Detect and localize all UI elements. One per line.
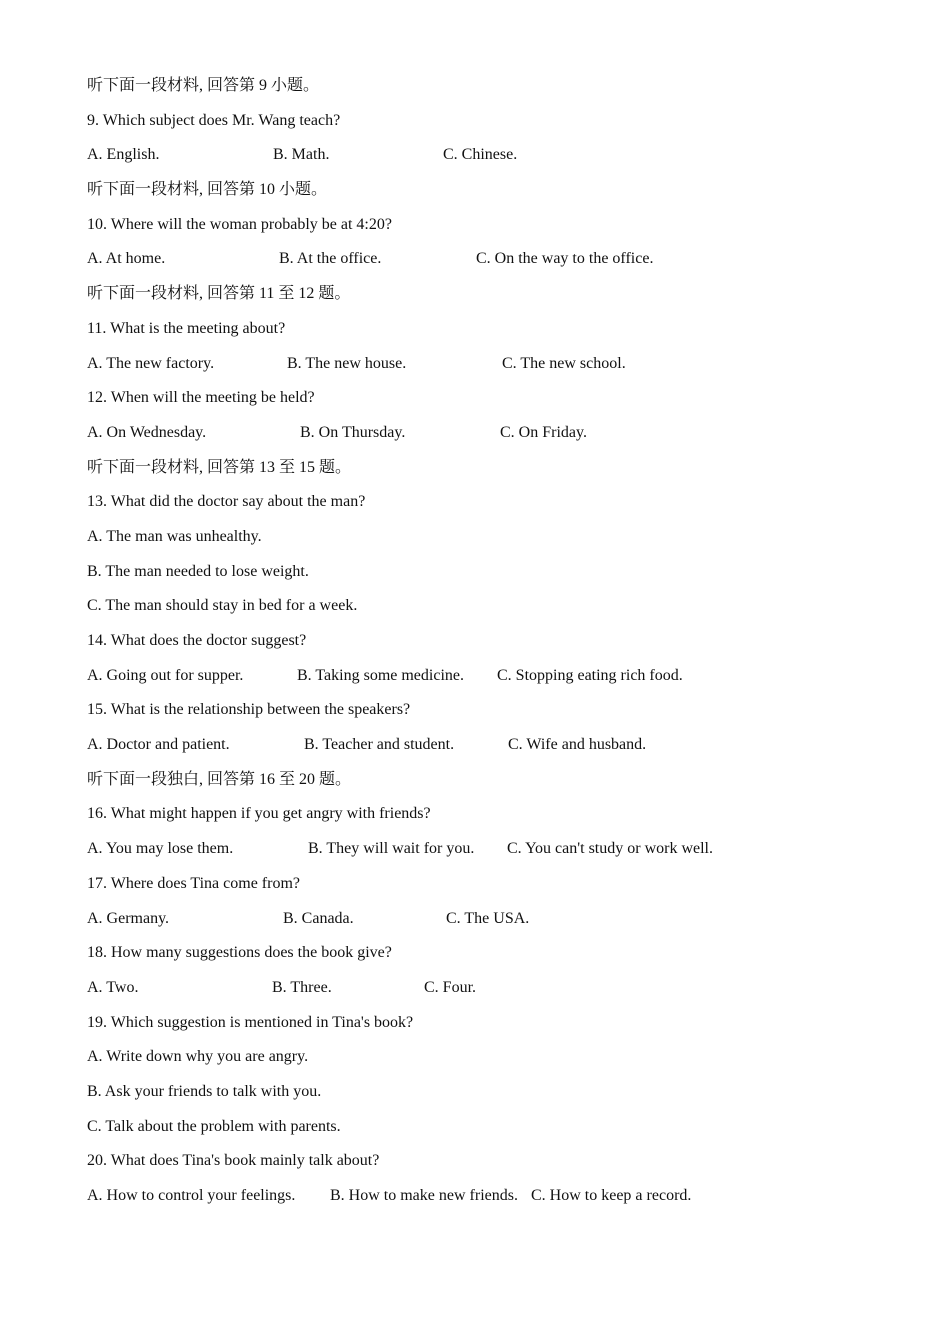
option-a: A. Germany. bbox=[87, 909, 170, 927]
option-a: A. How to control your feelings. bbox=[87, 1187, 296, 1204]
option-c: C. Chinese. bbox=[443, 146, 518, 164]
section-instruction: 听下面一段独白, 回答第 16 至 20 题。 bbox=[87, 770, 352, 788]
option-c: C. Stopping eating rich food. bbox=[497, 666, 683, 684]
option-a: A. Write down why you are angry. bbox=[87, 1048, 309, 1066]
option-b: B. Ask your friends to talk with you. bbox=[87, 1082, 322, 1100]
question-18: 18. How many suggestions does the book give? bbox=[87, 944, 392, 962]
option-b: B. They will wait for you. bbox=[308, 840, 475, 858]
question-16: 16. What might happen if you get angry with friends? bbox=[87, 805, 431, 823]
question-14: 14. What does the doctor suggest? bbox=[87, 632, 307, 649]
option-c: C. The USA. bbox=[446, 909, 530, 927]
option-c: C. Wife and husband. bbox=[508, 736, 647, 754]
option-a: A. English. bbox=[87, 146, 160, 164]
option-c: C. The man should stay in bed for a week. bbox=[87, 597, 358, 615]
option-b: B. The new house. bbox=[287, 354, 407, 372]
option-b: B. Taking some medicine. bbox=[297, 666, 464, 684]
option-b: B. Canada. bbox=[283, 909, 354, 927]
option-b: B. Three. bbox=[272, 978, 332, 996]
options-row bbox=[87, 143, 887, 178]
option-c: C. You can't study or work well. bbox=[507, 840, 713, 858]
options-row bbox=[87, 837, 887, 872]
option-a: A. Going out for supper. bbox=[87, 666, 244, 684]
section-instruction: 听下面一段材料, 回答第 13 至 15 题。 bbox=[87, 458, 352, 476]
option-c: C. The new school. bbox=[502, 354, 626, 372]
option-b: B. At the office. bbox=[279, 250, 382, 268]
question-11: 11. What is the meeting about? bbox=[87, 319, 286, 337]
options-row bbox=[87, 421, 887, 456]
option-a: A. On Wednesday. bbox=[87, 423, 207, 441]
option-b: B. On Thursday. bbox=[300, 423, 406, 441]
option-b: B. The man needed to lose weight. bbox=[87, 562, 309, 580]
option-a: A. The new factory. bbox=[87, 354, 215, 372]
options-row bbox=[87, 1184, 887, 1219]
section-instruction: 听下面一段材料, 回答第 9 小题。 bbox=[87, 77, 320, 94]
option-a: A. Two. bbox=[87, 978, 139, 996]
question-9: 9. Which subject does Mr. Wang teach? bbox=[87, 111, 341, 129]
option-c: C. On Friday. bbox=[500, 423, 587, 441]
exam-page bbox=[87, 74, 887, 1219]
question-10: 10. Where will the woman probably be at 4:20? bbox=[87, 215, 392, 233]
question-12: 12. When will the meeting be held? bbox=[87, 389, 315, 407]
question-19: 19. Which suggestion is mentioned in Tina's book? bbox=[87, 1013, 414, 1031]
options-row bbox=[87, 907, 887, 942]
question-17: 17. Where does Tina come from? bbox=[87, 874, 300, 892]
question-20: 20. What does Tina's book mainly talk about? bbox=[87, 1152, 380, 1170]
options-row bbox=[87, 733, 887, 768]
option-a: A. Doctor and patient. bbox=[87, 736, 230, 754]
option-b: B. Teacher and student. bbox=[304, 736, 455, 754]
option-c: C. On the way to the office. bbox=[476, 250, 654, 268]
options-row bbox=[87, 352, 887, 387]
option-b: B. Math. bbox=[273, 146, 330, 164]
question-15: 15. What is the relationship between the speakers? bbox=[87, 701, 411, 719]
option-b: B. How to make new friends. bbox=[330, 1187, 518, 1204]
option-c: C. How to keep a record. bbox=[531, 1187, 692, 1204]
section-instruction: 听下面一段材料, 回答第 10 小题。 bbox=[87, 181, 328, 199]
options-row bbox=[87, 664, 887, 699]
option-a: A. At home. bbox=[87, 250, 166, 268]
options-row bbox=[87, 976, 887, 1011]
option-a: A. The man was unhealthy. bbox=[87, 527, 262, 545]
question-13: 13. What did the doctor say about the man? bbox=[87, 493, 366, 511]
option-a: A. You may lose them. bbox=[87, 840, 234, 858]
options-row bbox=[87, 247, 887, 282]
option-c: C. Talk about the problem with parents. bbox=[87, 1117, 341, 1135]
section-instruction: 听下面一段材料, 回答第 11 至 12 题。 bbox=[87, 285, 351, 303]
option-c: C. Four. bbox=[424, 978, 477, 996]
